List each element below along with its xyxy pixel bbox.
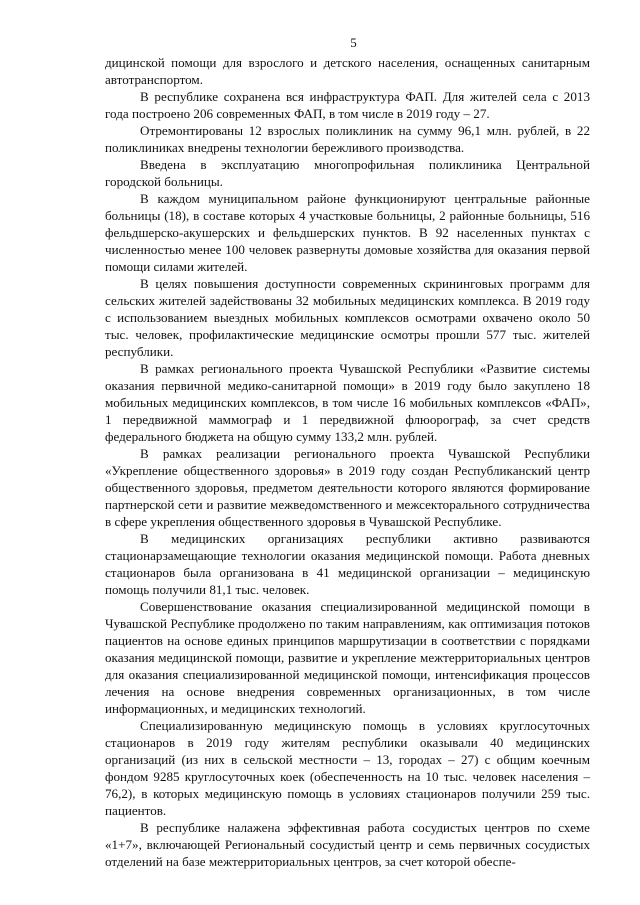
paragraph-day-hospitals: В медицинских организациях республики активно развиваются стационарзамещающие технологии оказания медицинской помощи. Работа дневных стационаров была организована в 41 медицинской организации – медицинскую помощь получили 81,1 тыс. человек. — [105, 531, 590, 597]
paragraph-new-polyclinic: Введена в эксплуатацию многопрофильная поликлиника Центральной городской больницы. — [105, 157, 590, 189]
paragraph-inpatient-care: Специализированную медицинскую помощь в условиях круглосуточных стационаров в 2019 году жителям республики оказывали 40 медицинских организаций (из них в сельской местности – 13, городах – 27) с общим коечным фондом 9285 круглосуточных коек (обеспеченность на 10 тыс. человек населения – 76,2), в которых медицинскую помощь в условиях стационаров получили 259 тыс. пациентов. — [105, 718, 590, 818]
document-body — [105, 54, 590, 870]
paragraph-vascular-centers: В республике налажена эффективная работа сосудистых центров по схеме «1+7», включающей Региональный сосудистый центр и семь первичных сосудистых отделений на базе межтерриториальных центров, за счет которой обеспе- — [105, 820, 590, 869]
paragraph-polyclinic-repairs: Отремонтированы 12 взрослых поликлиник на сумму 96,1 млн. рублей, в 22 поликлиниках внедрены технологии бережливого производства. — [105, 123, 590, 155]
paragraph-continuation: дицинской помощи для взрослого и детского населения, оснащенных санитарным автотранспортом. — [105, 55, 590, 87]
paragraph-mobile-complexes: В целях повышения доступности современных скрининговых программ для сельских жителей задействованы 32 мобильных медицинских комплекса. В 2019 году с использованием выездных мобильных комплексов осмотрами охвачено около 50 тыс. человек, профилактические медицинские осмотры прошли 577 тыс. жителей республики. — [105, 276, 590, 359]
paragraph-regional-project-primary-care: В рамках регионального проекта Чувашской Республики «Развитие системы оказания первичной медико-санитарной помощи» в 2019 году было закуплено 18 мобильных медицинских комплексов, в том числе 16 мобильных комплексов «ФАП», 1 передвижной маммограф и 1 передвижной флюорограф, за счет средств федерального бюджета на общую сумму 133,2 млн. рублей. — [105, 361, 590, 444]
page-number: 5 — [350, 35, 357, 50]
paragraph-specialized-care: Совершенствование оказания специализированной медицинской помощи в Чувашской Республике продолжено по таким направлениям, как оптимизация потоков пациентов на основе единых принципов маршрутизации в соответствии с порядками оказания медицинской помощи, развитие и укрепление межтерриториальных центров для оказания специализированной медицинской помощи, интенсификация процессов лечения на основе внедрения современных организационных, в том числе информационных, и медицинских технологий. — [105, 599, 590, 716]
paragraph-district-hospitals: В каждом муниципальном районе функционируют центральные районные больницы (18), в составе которых 4 участковые больницы, 2 районные больницы, 516 фельдшерско-акушерских и фельдшерских пунктов. В 92 населенных пунктах с численностью менее 100 человек развернуты домовые хозяйства для оказания первой помощи силами жителей. — [105, 191, 590, 274]
paragraph-fap-infrastructure: В республике сохранена вся инфраструктура ФАП. Для жителей села с 2013 года построено 206 современных ФАП, в том числе в 2019 году – 27. — [105, 89, 590, 121]
document-page — [105, 34, 590, 870]
paragraph-public-health-center: В рамках реализации регионального проекта Чувашской Республики «Укрепление общественного здоровья» в 2019 году создан Республиканский центр общественного здоровья, предметом деятельности которого являются формирование партнерской сети и развитие межведомственного и межсекторального сотрудничества в сфере укрепления общественного здоровья в Чувашской Республике. — [105, 446, 590, 529]
